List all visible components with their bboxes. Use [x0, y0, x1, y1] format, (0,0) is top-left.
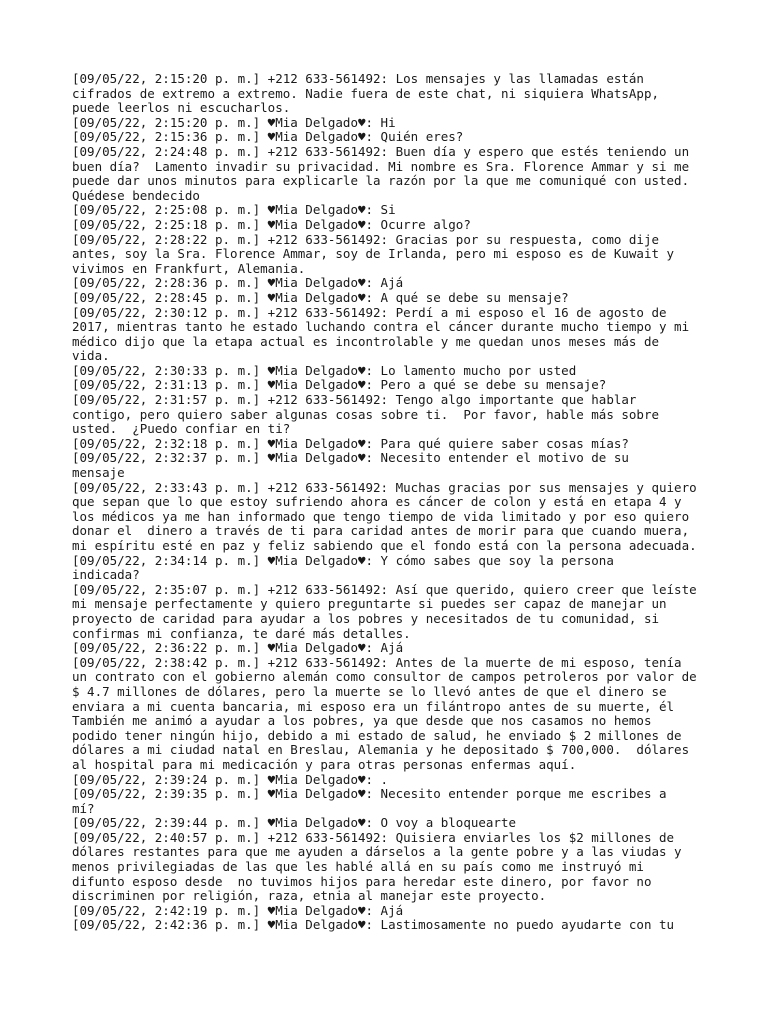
- transcript-line: contigo, pero quiero saber algunas cosas sobre ti. Por favor, hable más sobre: [72, 406, 659, 422]
- transcript-line: difunto esposo desde no tuvimos hijos para heredar este dinero, por favor no: [72, 873, 652, 889]
- transcript-line: [09/05/22, 2:15:20 p. m.] +212 633-561492: Los mensajes y las llamadas están: [72, 71, 644, 86]
- transcript-line: confirmas mi confianza, te daré más detalles.: [72, 625, 411, 641]
- transcript-line: [09/05/22, 2:28:36 p. m.] ♥Mia Delgado♥: Ajá: [72, 275, 404, 291]
- transcript-line: dólares restantes para que me ayuden a dárselos a la gente pobre y a las viudas y: [72, 844, 682, 860]
- transcript-line: [09/05/22, 2:15:20 p. m.] ♥Mia Delgado♥: Hi: [72, 114, 396, 130]
- transcript-line: También me animó a ayudar a los pobres, ya que desde que nos casamos no hemos: [72, 713, 652, 729]
- transcript-line: antes, soy la Sra. Florence Ammar, soy de Irlanda, pero mi esposo es de Kuwait y: [72, 246, 675, 262]
- transcript-line: mi mensaje perfectamente y quiero preguntarte si puedes ser capaz de manejar un: [72, 596, 667, 612]
- transcript-line: un contrato con el gobierno alemán como consultor de campos petroleros por valor de: [72, 669, 697, 685]
- transcript-line: puede dar unos minutos para explicarle la razón por la que me comuniqué con usted.: [72, 173, 690, 189]
- transcript-line: [09/05/22, 2:39:24 p. m.] ♥Mia Delgado♥: .: [72, 771, 389, 787]
- transcript-line: [09/05/22, 2:31:13 p. m.] ♥Mia Delgado♥: Pero a qué se debe su mensaje?: [72, 377, 607, 393]
- transcript-line: [09/05/22, 2:25:08 p. m.] ♥Mia Delgado♥: Si: [72, 202, 396, 218]
- transcript-line: [09/05/22, 2:24:48 p. m.] +212 633-561492: Buen día y espero que estés teniendo un: [72, 143, 690, 159]
- transcript-line: [09/05/22, 2:42:19 p. m.] ♥Mia Delgado♥: Ajá: [72, 902, 404, 918]
- transcript-line: donar el dinero a través de ti para caridad antes de morir para que cuando muera,: [72, 523, 690, 539]
- transcript-line: [09/05/22, 2:34:14 p. m.] ♥Mia Delgado♥: Y cómo sabes que soy la persona: [72, 552, 614, 568]
- transcript-line: indicada?: [72, 567, 140, 583]
- transcript-line: [09/05/22, 2:31:57 p. m.] +212 633-561492: Tengo algo importante que hablar: [72, 392, 637, 408]
- transcript-line: [09/05/22, 2:35:07 p. m.] +212 633-561492: Así que querido, quiero creer que leíste: [72, 581, 697, 597]
- chat-transcript: [72, 72, 712, 933]
- transcript-line: dólares a mi ciudad natal en Breslau, Alemania y he depositado $ 700,000. dólares: [72, 742, 690, 758]
- transcript-line: [09/05/22, 2:32:18 p. m.] ♥Mia Delgado♥: Para qué quiere saber cosas mías?: [72, 435, 629, 451]
- transcript-line: [09/05/22, 2:42:36 p. m.] ♥Mia Delgado♥: Lastimosamente no puedo ayudarte con tu: [72, 917, 675, 933]
- transcript-line: [09/05/22, 2:25:18 p. m.] ♥Mia Delgado♥: Ocurre algo?: [72, 216, 471, 232]
- transcript-line: [09/05/22, 2:40:57 p. m.] +212 633-561492: Quisiera enviarles los $2 millones de: [72, 829, 675, 845]
- transcript-line: [09/05/22, 2:38:42 p. m.] +212 633-561492: Antes de la muerte de mi esposo, tenía: [72, 654, 682, 670]
- transcript-line: proyecto de caridad para ayudar a los pobres y necesitados de tu comunidad, si: [72, 610, 659, 626]
- transcript-line: [09/05/22, 2:39:44 p. m.] ♥Mia Delgado♥: O voy a bloquearte: [72, 815, 517, 831]
- transcript-line: los médicos ya me han informado que tengo tiempo de vida limitado y por eso quiero: [72, 508, 690, 524]
- transcript-line: [09/05/22, 2:36:22 p. m.] ♥Mia Delgado♥: Ajá: [72, 640, 404, 656]
- transcript-line: vivimos en Frankfurt, Alemania.: [72, 260, 306, 276]
- transcript-line: [09/05/22, 2:33:43 p. m.] +212 633-561492: Muchas gracias por sus mensajes y quiero: [72, 479, 697, 495]
- transcript-line: buen día? Lamento invadir su privacidad. Mi nombre es Sra. Florence Ammar y si me: [72, 158, 690, 174]
- transcript-line: al hospital para mi medicación y para otras personas enfermas aquí.: [72, 756, 577, 772]
- transcript-line: médico dijo que la etapa actual es incontrolable y me quedan unos meses más de: [72, 333, 659, 349]
- transcript-line: mí?: [72, 800, 95, 816]
- transcript-line: [09/05/22, 2:30:12 p. m.] +212 633-561492: Perdí a mi esposo el 16 de agosto de: [72, 304, 667, 320]
- transcript-line: usted. ¿Puedo confiar en ti?: [72, 421, 291, 437]
- transcript-line: [09/05/22, 2:28:22 p. m.] +212 633-561492: Gracias por su respuesta, como dije: [72, 231, 659, 247]
- transcript-line: mi espíritu esté en paz y feliz sabiendo que el fondo está con la persona adecuada.: [72, 538, 697, 553]
- transcript-line: vida.: [72, 348, 110, 364]
- transcript-line: podido tener ningún hijo, debido a mi estado de salud, he enviado $ 2 millones de: [72, 727, 682, 743]
- transcript-line: mensaje: [72, 465, 125, 481]
- transcript-line: [09/05/22, 2:30:33 p. m.] ♥Mia Delgado♥: Lo lamento mucho por usted: [72, 362, 577, 378]
- transcript-line: que sepan que lo que estoy sufriendo ahora es cáncer de colon y está en etapa 4 y: [72, 494, 682, 510]
- transcript-line: [09/05/22, 2:15:36 p. m.] ♥Mia Delgado♥: Quién eres?: [72, 129, 464, 145]
- transcript-line: Quédese bendecido: [72, 187, 200, 203]
- transcript-line: [09/05/22, 2:39:35 p. m.] ♥Mia Delgado♥: Necesito entender porque me escribes a: [72, 786, 667, 802]
- transcript-line: $ 4.7 millones de dólares, pero la muerte se lo llevó antes de que el dinero se: [72, 683, 667, 699]
- transcript-line: puede leerlos ni escucharlos.: [72, 100, 291, 116]
- transcript-line: [09/05/22, 2:32:37 p. m.] ♥Mia Delgado♥: Necesito entender el motivo de su: [72, 450, 629, 466]
- transcript-line: discriminen por religión, raza, etnia al manejar este proyecto.: [72, 888, 547, 904]
- transcript-line: menos privilegiadas de las que les hablé allá en su país como me instruyó mi: [72, 859, 644, 875]
- transcript-line: [09/05/22, 2:28:45 p. m.] ♥Mia Delgado♥: A qué se debe su mensaje?: [72, 289, 569, 305]
- transcript-line: enviara a mi cuenta bancaria, mi esposo era un filántropo antes de su muerte, él: [72, 698, 675, 714]
- transcript-line: cifrados de extremo a extremo. Nadie fuera de este chat, ni siquiera WhatsApp,: [72, 85, 659, 101]
- transcript-line: 2017, mientras tanto he estado luchando contra el cáncer durante mucho tiempo y mi: [72, 319, 690, 335]
